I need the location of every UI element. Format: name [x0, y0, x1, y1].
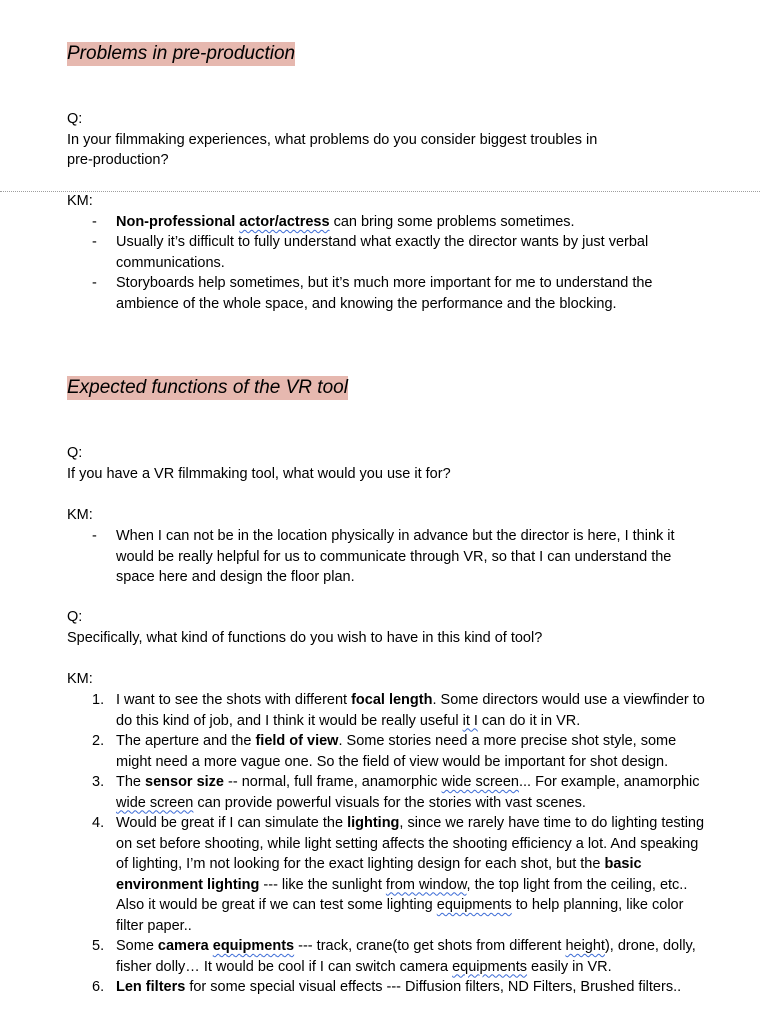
question-text-line-1: In your filmmaking experiences, what problems do you consider biggest troubles in: [67, 132, 598, 148]
text-span: can provide powerful visuals for the stories with vast scenes.: [193, 794, 586, 811]
page-break-divider: [0, 191, 760, 192]
list-number: 5.: [92, 938, 105, 954]
list-number: 3.: [92, 774, 105, 790]
bullet-marker: -: [92, 528, 97, 544]
list-item-text: [116, 212, 712, 233]
list-number: 4.: [92, 815, 105, 831]
list-item-text: Storyboards help sometimes, but it’s much more important for me to understand the ambience of the whole space, and knowing the performance and the blocking.: [116, 275, 653, 312]
numbered-item-5: [92, 936, 712, 977]
bullet-marker: -: [92, 275, 97, 291]
text-span: I want to see the shots with different: [116, 692, 352, 708]
text-span: to help planning, like color filter paper..: [116, 897, 684, 934]
list-number: 1.: [92, 692, 105, 708]
answer-label: KM:: [67, 507, 93, 523]
section-heading-expected-functions: Expected functions of the VR tool: [67, 377, 348, 398]
text-span: . Some stories need a more precise shot style, some might need a more vague one. So the field of view would be important for shot design.: [116, 733, 677, 770]
bullet-marker: -: [92, 234, 97, 250]
list-number: 2.: [92, 733, 105, 749]
text-span: easily in VR.: [527, 958, 612, 975]
question-text-line-2: pre-production?: [67, 152, 169, 168]
list-item-text: [116, 936, 712, 977]
bold-text: camera: [157, 938, 213, 954]
answer-label: KM:: [67, 671, 93, 687]
bold-text: focal length: [351, 692, 433, 708]
list-item-text: [116, 977, 712, 998]
list-item-text: [116, 690, 712, 731]
spellcheck-underlined-word: equipments: [452, 958, 528, 975]
list-item: [92, 526, 712, 588]
text-span: -- normal, full frame, anamorphic: [224, 774, 442, 790]
spellcheck-underlined-word: height: [565, 938, 605, 954]
text-span: ), drone, dolly, fisher dolly… It would be cool if I can switch camera: [116, 938, 696, 975]
text-span: --- track, crane(to get shots from different: [294, 938, 566, 954]
spellcheck-underlined-word: actor/actress: [239, 214, 330, 230]
bold-text: Non-professional: [116, 214, 240, 230]
text-span: Would be great if I can simulate the: [116, 815, 348, 831]
text-span: The: [116, 774, 146, 790]
text-span: . Some directors would use a viewfinder to do this kind of job, and I think it would be really useful: [116, 692, 705, 729]
list-item: [92, 232, 712, 273]
list-item-text: [116, 772, 712, 813]
bullet-marker: -: [92, 214, 97, 230]
numbered-item-6: [92, 977, 712, 998]
question-text: If you have a VR filmmaking tool, what would you use it for?: [67, 466, 451, 482]
question-label: Q:: [67, 111, 83, 127]
list-item-text: [116, 731, 712, 772]
bold-text: basic environment lighting: [116, 856, 642, 893]
bold-text: Len filters: [116, 979, 186, 995]
text-span: for some special visual effects --- Diffusion filters, ND Filters, Brushed filters..: [185, 979, 682, 995]
numbered-item-1: [92, 690, 712, 731]
spellcheck-underlined-word: wide screen: [116, 794, 194, 811]
bold-text: field of view: [255, 733, 339, 749]
spellcheck-underlined-word: wide screen: [441, 774, 519, 790]
text-span: can do it in VR.: [477, 712, 581, 729]
question-text: Specifically, what kind of functions do you wish to have in this kind of tool?: [67, 630, 543, 646]
list-item-text: [116, 813, 712, 936]
list-item: [92, 212, 712, 233]
text-span: can bring some problems sometimes.: [329, 214, 575, 230]
spellcheck-underlined-word: it I: [462, 712, 478, 729]
text-span: , since we rarely have time to do lighting testing on set before shooting, while light setting affects the shooting efficiency a lot. And speaking of lighting, I’m not looking for the exact lighting design for each shot, but the: [116, 815, 705, 872]
text-span: Some: [116, 938, 158, 954]
bold-text: sensor size: [145, 774, 225, 790]
text-span: ... For example, anamorphic: [518, 774, 700, 790]
list-number: 6.: [92, 979, 105, 995]
bold-text: lighting: [347, 815, 400, 831]
text-span: , the top light from the ceiling, etc.. Also it would be great if we can test some lighting: [116, 876, 688, 913]
answer-label: KM:: [67, 193, 93, 209]
list-item-text: When I can not be in the location physically in advance but the director is here, I think it would be really helpful for us to communicate through VR, so that I can understand the space here and design the floor plan.: [116, 528, 675, 585]
list-item-text: Usually it’s difficult to fully understand what exactly the director wants by just verbal communications.: [116, 234, 649, 271]
numbered-item-2: [92, 731, 712, 772]
spellcheck-underlined-word: equipments: [212, 938, 295, 954]
text-span: --- like the sunlight: [259, 876, 386, 893]
spellcheck-underlined-word: equipments: [436, 897, 512, 913]
section-heading-problems: Problems in pre-production: [67, 43, 296, 64]
text-span: The aperture and the: [116, 733, 256, 749]
numbered-item-4: [92, 813, 712, 936]
list-item: [92, 273, 712, 314]
numbered-item-3: [92, 772, 712, 813]
spellcheck-underlined-word: from window: [385, 876, 467, 893]
question-label: Q:: [67, 609, 83, 625]
question-label: Q:: [67, 445, 83, 461]
